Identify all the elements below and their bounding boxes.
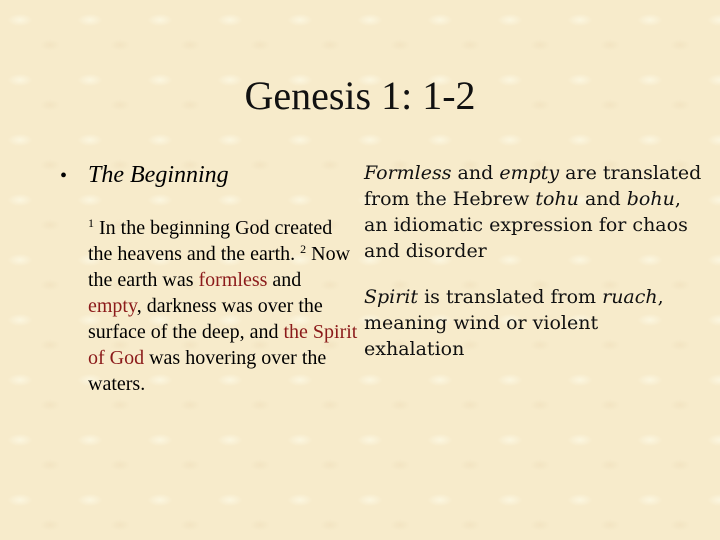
note1-text-2: , an idiomatic expression for chaos and disorder [364, 188, 688, 262]
phrase-spirit-of-god: the Spirit of God [88, 321, 358, 369]
verse-1-text: In the beginning God created the heavens and the earth. [88, 217, 333, 265]
word-and: and [267, 269, 302, 291]
note2-text-1: is translated from [418, 286, 603, 308]
bullet-heading: The Beginning [88, 162, 229, 188]
note1-hebrew-tohu: tohu [535, 188, 579, 210]
bullet-dot-icon: • [60, 165, 68, 187]
note1-hebrew-bohu: bohu [626, 188, 675, 210]
note2-text-2: , meaning wind or violent exhalation [364, 286, 664, 360]
verse-2-start: Now the earth was [88, 243, 351, 291]
note2-hebrew-ruach: ruach [602, 286, 658, 308]
verse-2-end: was hovering over the waters. [88, 347, 327, 395]
note1-term-empty: empty [499, 162, 560, 184]
note-formless-empty [364, 160, 704, 264]
note1-and-2: and [578, 188, 627, 210]
left-column [60, 158, 358, 397]
verse-2-middle: , darkness was over the surface of the deep, and [88, 295, 323, 343]
note-spirit [364, 284, 704, 362]
word-empty: empty [88, 295, 137, 317]
word-formless: formless [198, 269, 268, 291]
note1-and: and [451, 162, 500, 184]
verse-number-2: 2 [300, 242, 307, 256]
verse-number-1: 1 [88, 216, 94, 230]
note1-text-1: are translated from the Hebrew [364, 162, 702, 210]
right-column [364, 160, 704, 362]
slide-title: Genesis 1: 1-2 [244, 73, 476, 118]
note1-term-formless: Formless [364, 162, 452, 184]
scripture-passage [88, 215, 358, 397]
bullet-item [60, 158, 350, 193]
note2-term-spirit: Spirit [364, 286, 419, 308]
